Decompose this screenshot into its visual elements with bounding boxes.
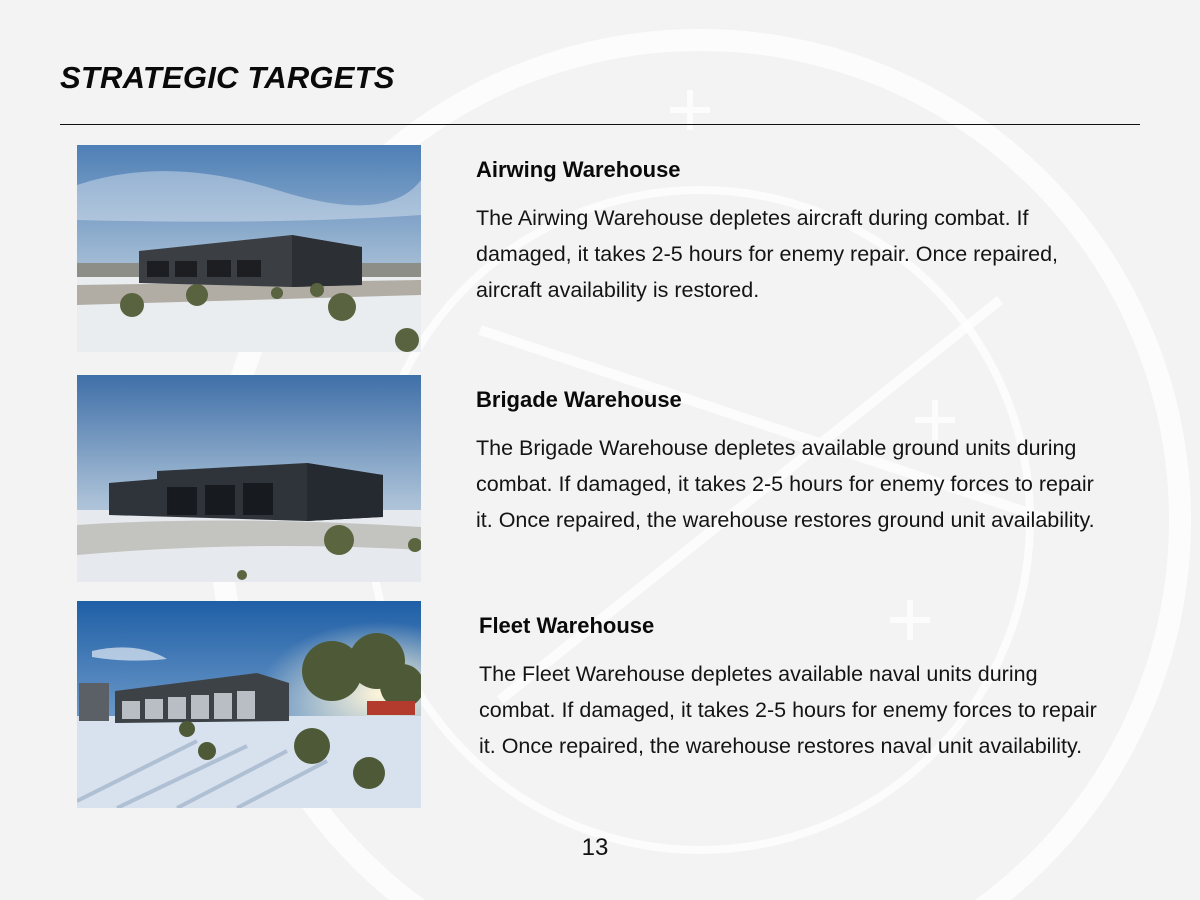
warehouse-photo: [77, 375, 421, 582]
dock-warehouse-photo: [77, 601, 421, 808]
target-heading: Fleet Warehouse: [479, 613, 655, 638]
target-heading: Brigade Warehouse: [476, 387, 682, 412]
target-description: The Airwing Warehouse depletes aircraft during combat. If damaged, it takes 2-5 hours for enemy repair. Once repaired, aircraft availability is restored.: [476, 206, 1059, 302]
hangar-photo: [77, 145, 421, 352]
title-divider: [60, 124, 1140, 125]
page-title: STRATEGIC TARGETS: [60, 60, 395, 95]
page-number: 13: [581, 834, 609, 861]
target-description: The Brigade Warehouse depletes available ground units during combat. If damaged, it takes 2-5 hours for enemy forces to repair it. Once repaired, the warehouse restores ground unit availability.: [476, 436, 1095, 532]
target-description: The Fleet Warehouse depletes available naval units during combat. If damaged, it takes 2-5 hours for enemy forces to repair it. Once repaired, the warehouse restores naval unit availability.: [479, 662, 1097, 758]
target-heading: Airwing Warehouse: [476, 157, 681, 182]
